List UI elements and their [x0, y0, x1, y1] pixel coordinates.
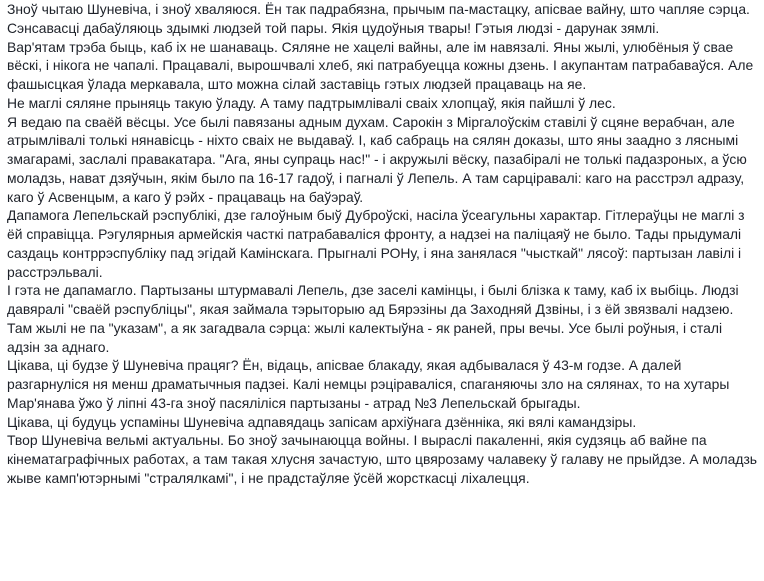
- paragraph-2: Вар'ятам трэба быць, каб іх не шанаваць. Сяляне не хацелі вайны, але ім навязалі. Яны жылі, улюбёныя ў свае вёскі, і нікога не чапалі. Працавалі, вырошчвалі хлеб, які патрабуецца кожны дзень. І акупантам патрабаваўся. Але фашысцкая ўлада меркавала, што можна сілай заставіць гэтых людзей працаваць на яе.: [7, 38, 754, 92]
- paragraph-6: І гэта не дапамагло. Партызаны штурмавалі Лепель, дзе заселі камінцы, і былі блізка к таму, каб іх выбіць. Людзі давяралі "сваёй рэспубліцы", якая займала тэрыторыю ад Бярэзіны да Заходняй Дзвіны, і з ёй звязвалі надзею. Там жылі не па "указам", а як загадвала сэрца: жылі калектыўна - як раней, пры вечы. Усе былі роўныя, і сталі адзін за аднаго.: [7, 282, 739, 355]
- paragraph-8: Цікава, ці будуць успаміны Шуневіча адпавядаць запісам архіўнага дзённіка, які вялі камандзіры.: [7, 413, 637, 430]
- paragraph-7: Цікава, ці будзе ў Шуневіча працяг? Ён, відаць, апісвае блакаду, якая адбывалася ў 43-м годзе. А далей разгарнуліся ня менш драматычныя падзеі. Калі немцы рэціраваліся, спаганяючы зло на сялянах, то на хутары Мар'янава ўжо ў ліпні 43-га зноў пасяліліся партызаны - атрад №3 Лепельскай брыгады.: [7, 357, 730, 411]
- paragraph-4: Я ведаю па сваёй вёсцы. Усе былі павязаны адным духам. Сарокін з Міргалоўскім ставілі ў сцяне верабчан, але атрымлівалі толькі нянавісць - ніхто сваіх не выдаваў. І, каб сабраць на сялян доказы, што яны заадно з ляснымі змагарамі, заслалі правакатара. "Ага, яны супраць нас!" - і акружылі вёску, пазабіралі не толькі падазроных, а ўсю моладзь, нават дзяўчын, якім было па 16-17 гадоў, і пагналі ў Лепель. А там сарціравалі: каго на расстрэл адразу, каго ў Асвенцым, а каго ў рэйх - працаваць на баўэраў.: [7, 113, 747, 205]
- paragraph-5: Дапамога Лепельскай рэспублікі, дзе галоўным быў Дуброўскі, насіла ўсеагульны характар. Гітлераўцы не маглі з ёй справіцца. Рэгулярныя армейскія часткі патрабаваліся фронту, а надзеі на паліцаяў не было. Тады прыдумалі саздаць контррэспубліку пад эгідай Камінскага. Прыгналі РОНу, і яна занялася "чысткай" лясоў: партызан лавілі і расстрэльвалі.: [7, 207, 745, 280]
- paragraph-3: Не маглі сяляне прыняць такую ўладу. А таму падтрымлівалі сваіх хлопцаў, якія пайшлі ў лес.: [7, 94, 616, 111]
- paragraph-1: Зноў чытаю Шуневіча, і зноў хваляюся. Ён так падрабязна, прычым па-мастацку, апісвае вайну, што чапляе сэрца. Сэнсавасці дабаўляюць здымкі людзей той пары. Якія цудоўныя твары! Гэтыя людзі - дарунак зямлі.: [7, 1, 750, 36]
- paragraph-9: Твор Шуневіча вельмі актуальны. Бо зноў зачынаюцца войны. І выраслі пакаленні, якія судзяць аб вайне па кінематаграфічных работах, а там такая хлусня зачастую, што цвярозаму чалавеку ў галаву не прыйдзе. А моладзь жыве камп'ютэрнымі "стралялкамі", і не прадстаўляе ўсёй жорсткасці ліхалецця.: [7, 432, 758, 486]
